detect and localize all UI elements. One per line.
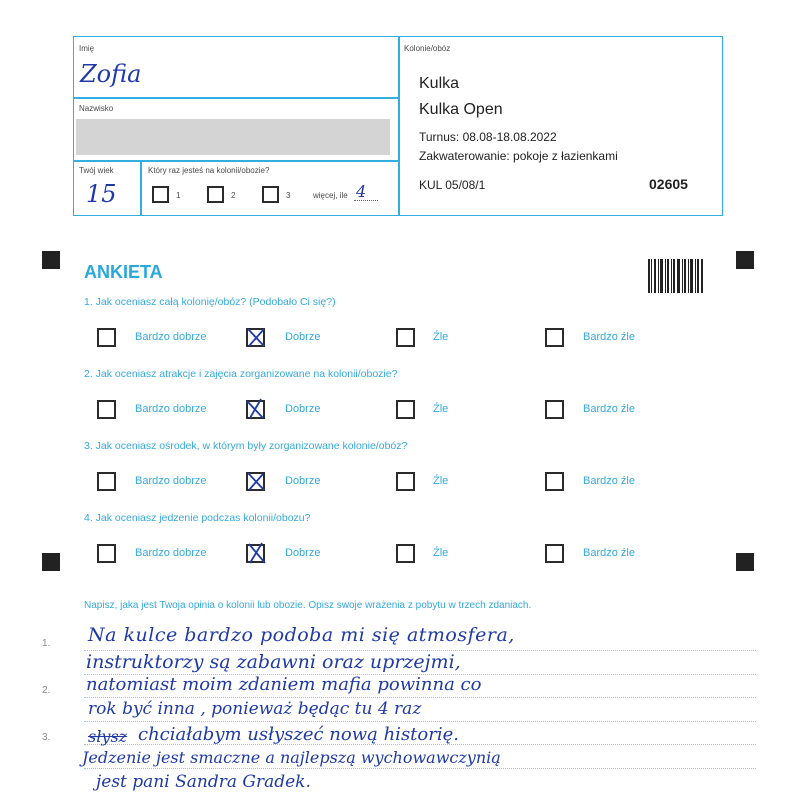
check-x-mark: [245, 398, 265, 420]
q2-option-label: Bardzo źle: [583, 403, 635, 415]
surname-label: Nazwisko: [79, 104, 114, 113]
q4-option-bardzo-dobrze-checkbox[interactable]: [97, 544, 116, 563]
registration-marker: [42, 251, 60, 269]
times-option-3: 3: [286, 191, 291, 200]
q3-option-label: Dobrze: [285, 475, 321, 487]
q4-option-label: Dobrze: [285, 547, 321, 559]
check-x-mark: [246, 541, 267, 565]
registration-marker: [736, 553, 754, 571]
check-x-mark: [246, 471, 266, 492]
question-4: 4. Jak oceniasz jedzenie podczas kolonii/obozu?: [84, 512, 311, 524]
handwritten-line: Na kulce bardzo podoba mi się atmosfera,: [88, 624, 515, 646]
name-label: Imię: [79, 44, 95, 53]
q1-option-label: Bardzo źle: [583, 331, 635, 343]
colony-program: Kulka Open: [419, 101, 503, 118]
surname-redaction: [76, 119, 390, 155]
line-number: 2.: [42, 685, 51, 696]
line-number: 1.: [42, 638, 51, 649]
q4-option-label: Bardzo źle: [583, 547, 635, 559]
handwritten-line: instruktorzy są zabawni oraz uprzejmi,: [86, 651, 461, 673]
registration-marker: [42, 553, 60, 571]
q4-option-bardzo-zle-checkbox[interactable]: [545, 544, 564, 563]
registration-marker: [736, 251, 754, 269]
colony-name: Kulka: [419, 75, 460, 92]
barcode: [648, 259, 704, 293]
more-value: 4: [356, 182, 367, 201]
q2-option-bardzo-zle-checkbox[interactable]: [545, 400, 564, 419]
line-number: 3.: [42, 732, 51, 743]
times-option-2: 2: [231, 191, 236, 200]
q1-option-label: Dobrze: [285, 331, 321, 343]
times-checkbox-3[interactable]: [262, 186, 279, 203]
q3-option-label: Źle: [433, 475, 449, 487]
q2-option-zle-checkbox[interactable]: [396, 400, 415, 419]
q3-option-bardzo-dobrze-checkbox[interactable]: [97, 472, 116, 491]
q1-option-zle-checkbox[interactable]: [396, 328, 415, 347]
q3-option-bardzo-zle-checkbox[interactable]: [545, 472, 564, 491]
age-divider: [140, 160, 142, 216]
handwritten-line: chciałabym usłyszeć nową historię.: [138, 724, 459, 745]
q3-option-label: Bardzo dobrze: [135, 475, 207, 487]
question-3: 3. Jak oceniasz ośrodek, w którym były zorganizowane kolonie/obóz?: [84, 440, 408, 452]
name-value: Zofia: [80, 60, 142, 88]
q2-option-label: Bardzo dobrze: [135, 403, 207, 415]
q4-option-label: Bardzo dobrze: [135, 547, 207, 559]
turnus: Turnus: 08.08-18.08.2022: [419, 130, 557, 144]
writing-line: [84, 697, 756, 698]
survey-title: ANKIETA: [84, 262, 163, 282]
age-value: 15: [86, 180, 117, 208]
question-1: 1. Jak oceniasz całą kolonię/obóz? (Podobało Ci się?): [84, 296, 336, 308]
colony-label: Kolonie/obóz: [404, 44, 451, 53]
q1-option-label: Bardzo dobrze: [135, 331, 207, 343]
writing-line: [84, 768, 756, 769]
handwritten-line: rok być inna , ponieważ będąc tu 4 raz: [88, 699, 422, 719]
handwritten-line: natomiast moim zdaniem mafia powinna co: [86, 674, 482, 695]
writing-line: [84, 721, 756, 722]
q3-option-label: Bardzo źle: [583, 475, 635, 487]
q1-option-bardzo-zle-checkbox[interactable]: [545, 328, 564, 347]
q2-option-bardzo-dobrze-checkbox[interactable]: [97, 400, 116, 419]
q1-option-label: Źle: [433, 331, 449, 343]
check-x-mark: [246, 327, 266, 348]
q3-option-zle-checkbox[interactable]: [396, 472, 415, 491]
more-label: więcej, ile: [313, 191, 348, 200]
times-option-1: 1: [176, 191, 181, 200]
times-checkbox-1[interactable]: [152, 186, 169, 203]
q2-option-label: Dobrze: [285, 403, 321, 415]
handwritten-line: Jedzenie jest smaczne a najlepszą wychowawczynią: [82, 748, 501, 767]
form-number: 02605: [649, 176, 688, 192]
colony-code: KUL 05/08/1: [419, 178, 486, 192]
question-2: 2. Jak oceniasz atrakcje i zajęcia zorganizowane na kolonii/obozie?: [84, 368, 398, 380]
header-row-divider: [73, 97, 398, 99]
handwritten-line: jest pani Sandra Gradek.: [96, 772, 311, 792]
accommodation: Zakwaterowanie: pokoje z łazienkami: [419, 149, 618, 163]
header-row-divider: [73, 160, 398, 162]
q4-option-label: Źle: [433, 547, 449, 559]
q4-option-zle-checkbox[interactable]: [396, 544, 415, 563]
age-label: Twój wiek: [79, 166, 114, 175]
q2-option-label: Źle: [433, 403, 449, 415]
header-divider: [398, 36, 400, 216]
times-label: Który raz jesteś na kolonii/obozie?: [148, 166, 270, 175]
q1-option-bardzo-dobrze-checkbox[interactable]: [97, 328, 116, 347]
opinion-prompt: Napisz, jaka jest Twoja opinia o kolonii lub obozie. Opisz swoje wrażenia z pobytu w trzech zdaniach.: [84, 600, 532, 611]
times-checkbox-2[interactable]: [207, 186, 224, 203]
handwritten-struck-word: słysz: [88, 727, 128, 746]
